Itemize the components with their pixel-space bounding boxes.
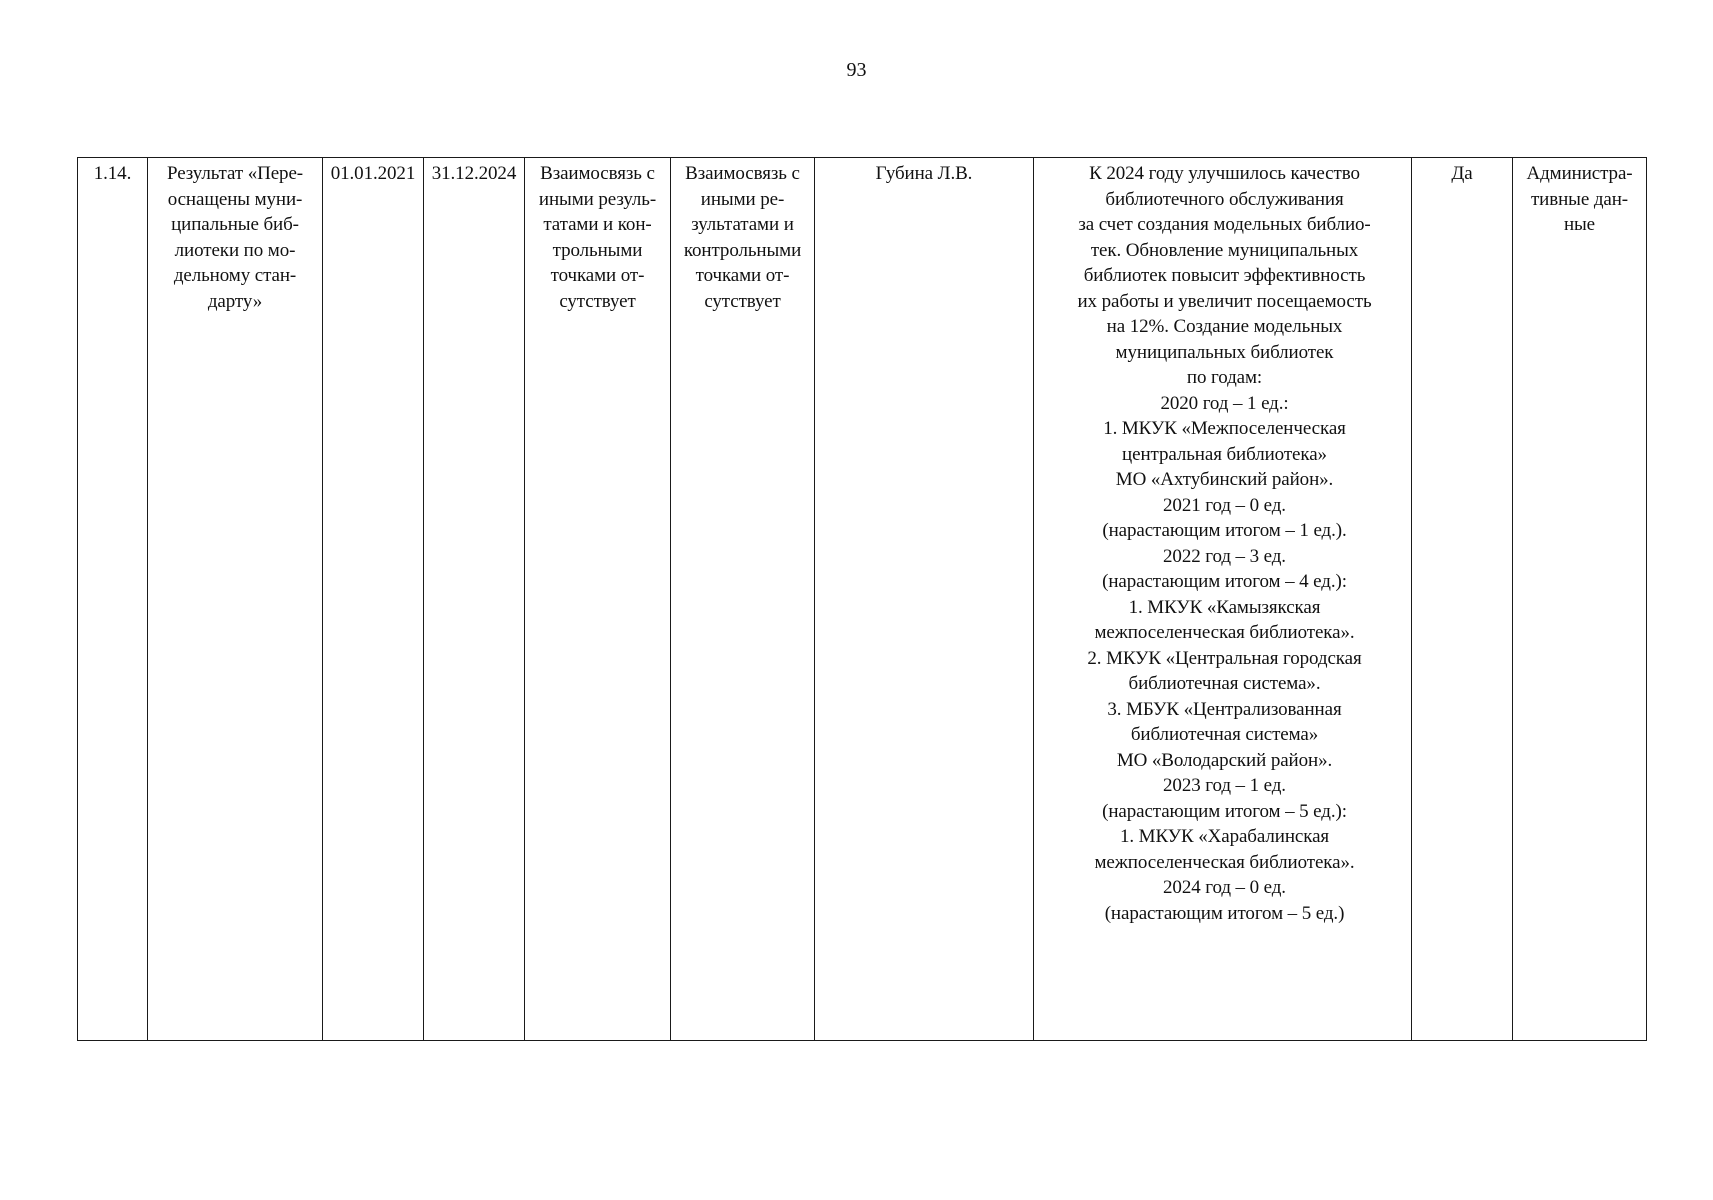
description-cell: К 2024 году улучшилось качество библиотечного обслуживания за счет создания модельных библио- тек. Обновление муниципальных библиотек повысит эффективность их работы и увеличит посещаемость на 12%. Создание модельных муниципальных библиотек по годам: 2020 год – 1 ед.: 1. МКУК «Межпоселенческая центральная библиотека» МО «Ахтубинский район». 2021 год – 0 ед. (нарастающим итогом – 1 ед.). 2022 год – 3 ед. (нарастающим итогом – 4 ед.): 1. МКУК «Камызякская межпоселенческая библиотека». 2. МКУК «Центральная городская библиотечная система». 3. МБУК «Централизованная библиотечная система» МО «Володарский район». 2023 год – 1 ед. (нарастающим итогом – 5 ед.): 1. МКУК «Харабалинская межпоселенческая библиотека». 2024 год – 0 ед. (нарастающим итогом – 5 ед.)	[1034, 158, 1412, 1041]
row-index-cell: 1.14.	[78, 158, 148, 1041]
result-name-cell: Результат «Пере- оснащены муни- ципальные биб- лиотеки по мо- дельному стан- дарту»	[148, 158, 323, 1041]
table-row	[78, 158, 1647, 1041]
page-number: 93	[846, 59, 867, 81]
responsible-cell: Губина Л.В.	[815, 158, 1034, 1041]
end-date-cell: 31.12.2024	[424, 158, 525, 1041]
source-cell: Администра- тивные дан- ные	[1513, 158, 1647, 1041]
relation-prev-cell: Взаимосвязь с иными резуль- татами и кон- трольными точками от- сутствует	[525, 158, 671, 1041]
start-date-cell: 01.01.2021	[323, 158, 424, 1041]
flag-cell: Да	[1412, 158, 1513, 1041]
plan-table	[77, 157, 1647, 1041]
relation-next-cell: Взаимосвязь с иными ре- зультатами и контрольными точками от- сутствует	[671, 158, 815, 1041]
